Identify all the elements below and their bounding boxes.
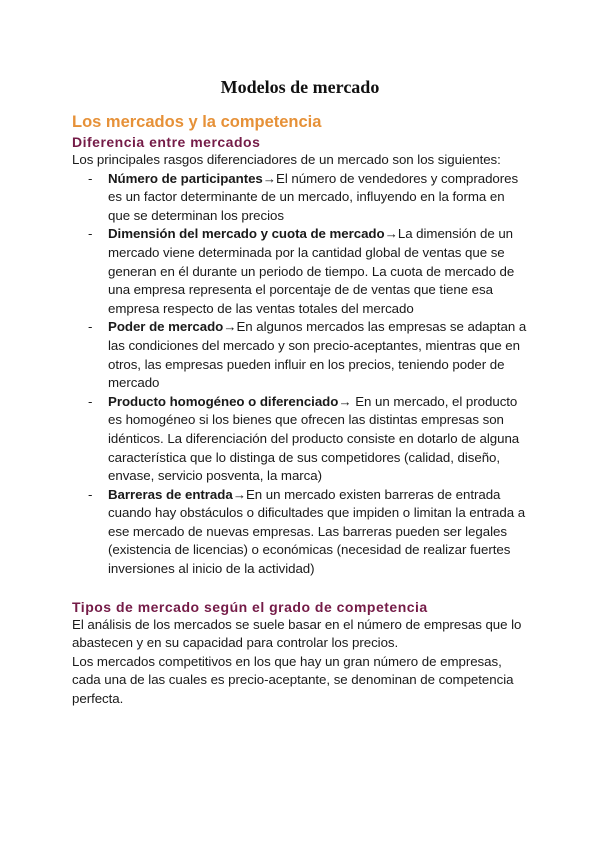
subsection-heading-market-types: Tipos de mercado según el grado de competencia: [72, 598, 428, 615]
subsection-heading-differences: Diferencia entre mercados: [72, 134, 261, 150]
arrow: →: [384, 226, 398, 242]
list-item: [72, 318, 528, 392]
list-item: [72, 170, 528, 226]
dash-bullet-icon: -: [88, 486, 93, 502]
arrow: →: [223, 319, 237, 335]
intro-paragraph: Los principales rasgos diferenciadores de un mercado son los siguientes:: [72, 152, 501, 167]
paragraph-analysis: El análisis de los mercados se suele basar en el número de empresas que lo abastecen y en su capacidad para controlar los precios.: [72, 616, 522, 651]
list-item: [72, 393, 528, 486]
list-item: [72, 486, 528, 579]
arrow: →: [338, 393, 352, 409]
list-item-text: En un mercado existen barreras de entrada cuando hay obstáculos o dificultades que impiden o limitan la entrada a ese mercado de nuevas empresas. Las barreras pueden ser legales (existencia de licencias) o económicas (necesidad de realizar fuertes inversiones al inicio de la actividad): [108, 486, 526, 577]
list-item-term: Poder de mercado: [108, 319, 224, 335]
list-item-text: El número de vendedores y compradores es un factor determinante de un mercado, influyendo en la forma en que se determinan los precios: [108, 170, 519, 223]
dash-bullet-icon: -: [88, 226, 93, 242]
list-item: [72, 225, 528, 318]
section-heading: Los mercados y la competencia: [72, 113, 322, 131]
arrow: →: [262, 170, 277, 186]
paragraph-perfect-competition: Los mercados competitivos en los que hay un gran número de empresas, cada una de las cuales es precio-aceptante, se denominan de competencia perfecta.: [72, 653, 514, 707]
list-item-term: Barreras de entrada: [108, 486, 233, 502]
list-item-term: Dimensión del mercado y cuota de mercado: [108, 226, 385, 242]
dash-bullet-icon: -: [88, 319, 93, 335]
list-item-text: En algunos mercados las empresas se adaptan a las condiciones del mercado y son precio-aceptantes, mientras que en otros, las empresas pueden influir en los precios, teniendo poder de mercado: [108, 319, 527, 391]
list-item-text: La dimensión de un mercado viene determinada por la cantidad global de ventas que se generan en él durante un periodo de tiempo. La cuota de mercado de una empresa representa el porcentaje de de ventas que tiene esa empresa respecto de las ventas totales del mercado: [108, 226, 515, 316]
list-item-term: Producto homogéneo o diferenciado: [108, 393, 339, 409]
dash-bullet-icon: -: [88, 393, 93, 409]
arrow: →: [232, 486, 246, 502]
document-title: Modelos de mercado: [220, 77, 380, 97]
differentiators-list: [72, 170, 528, 579]
list-item-text: En un mercado, el producto es homogéneo si los bienes que ofrecen las distintas empresas son idénticos. La diferenciación del producto consiste en dotarlo de alguna característica que lo distinga de sus competidores (calidad, diseño, envase, servicio posventa, la marca): [108, 393, 520, 484]
list-item-term: Número de participantes: [108, 170, 263, 186]
dash-bullet-icon: -: [88, 170, 93, 186]
